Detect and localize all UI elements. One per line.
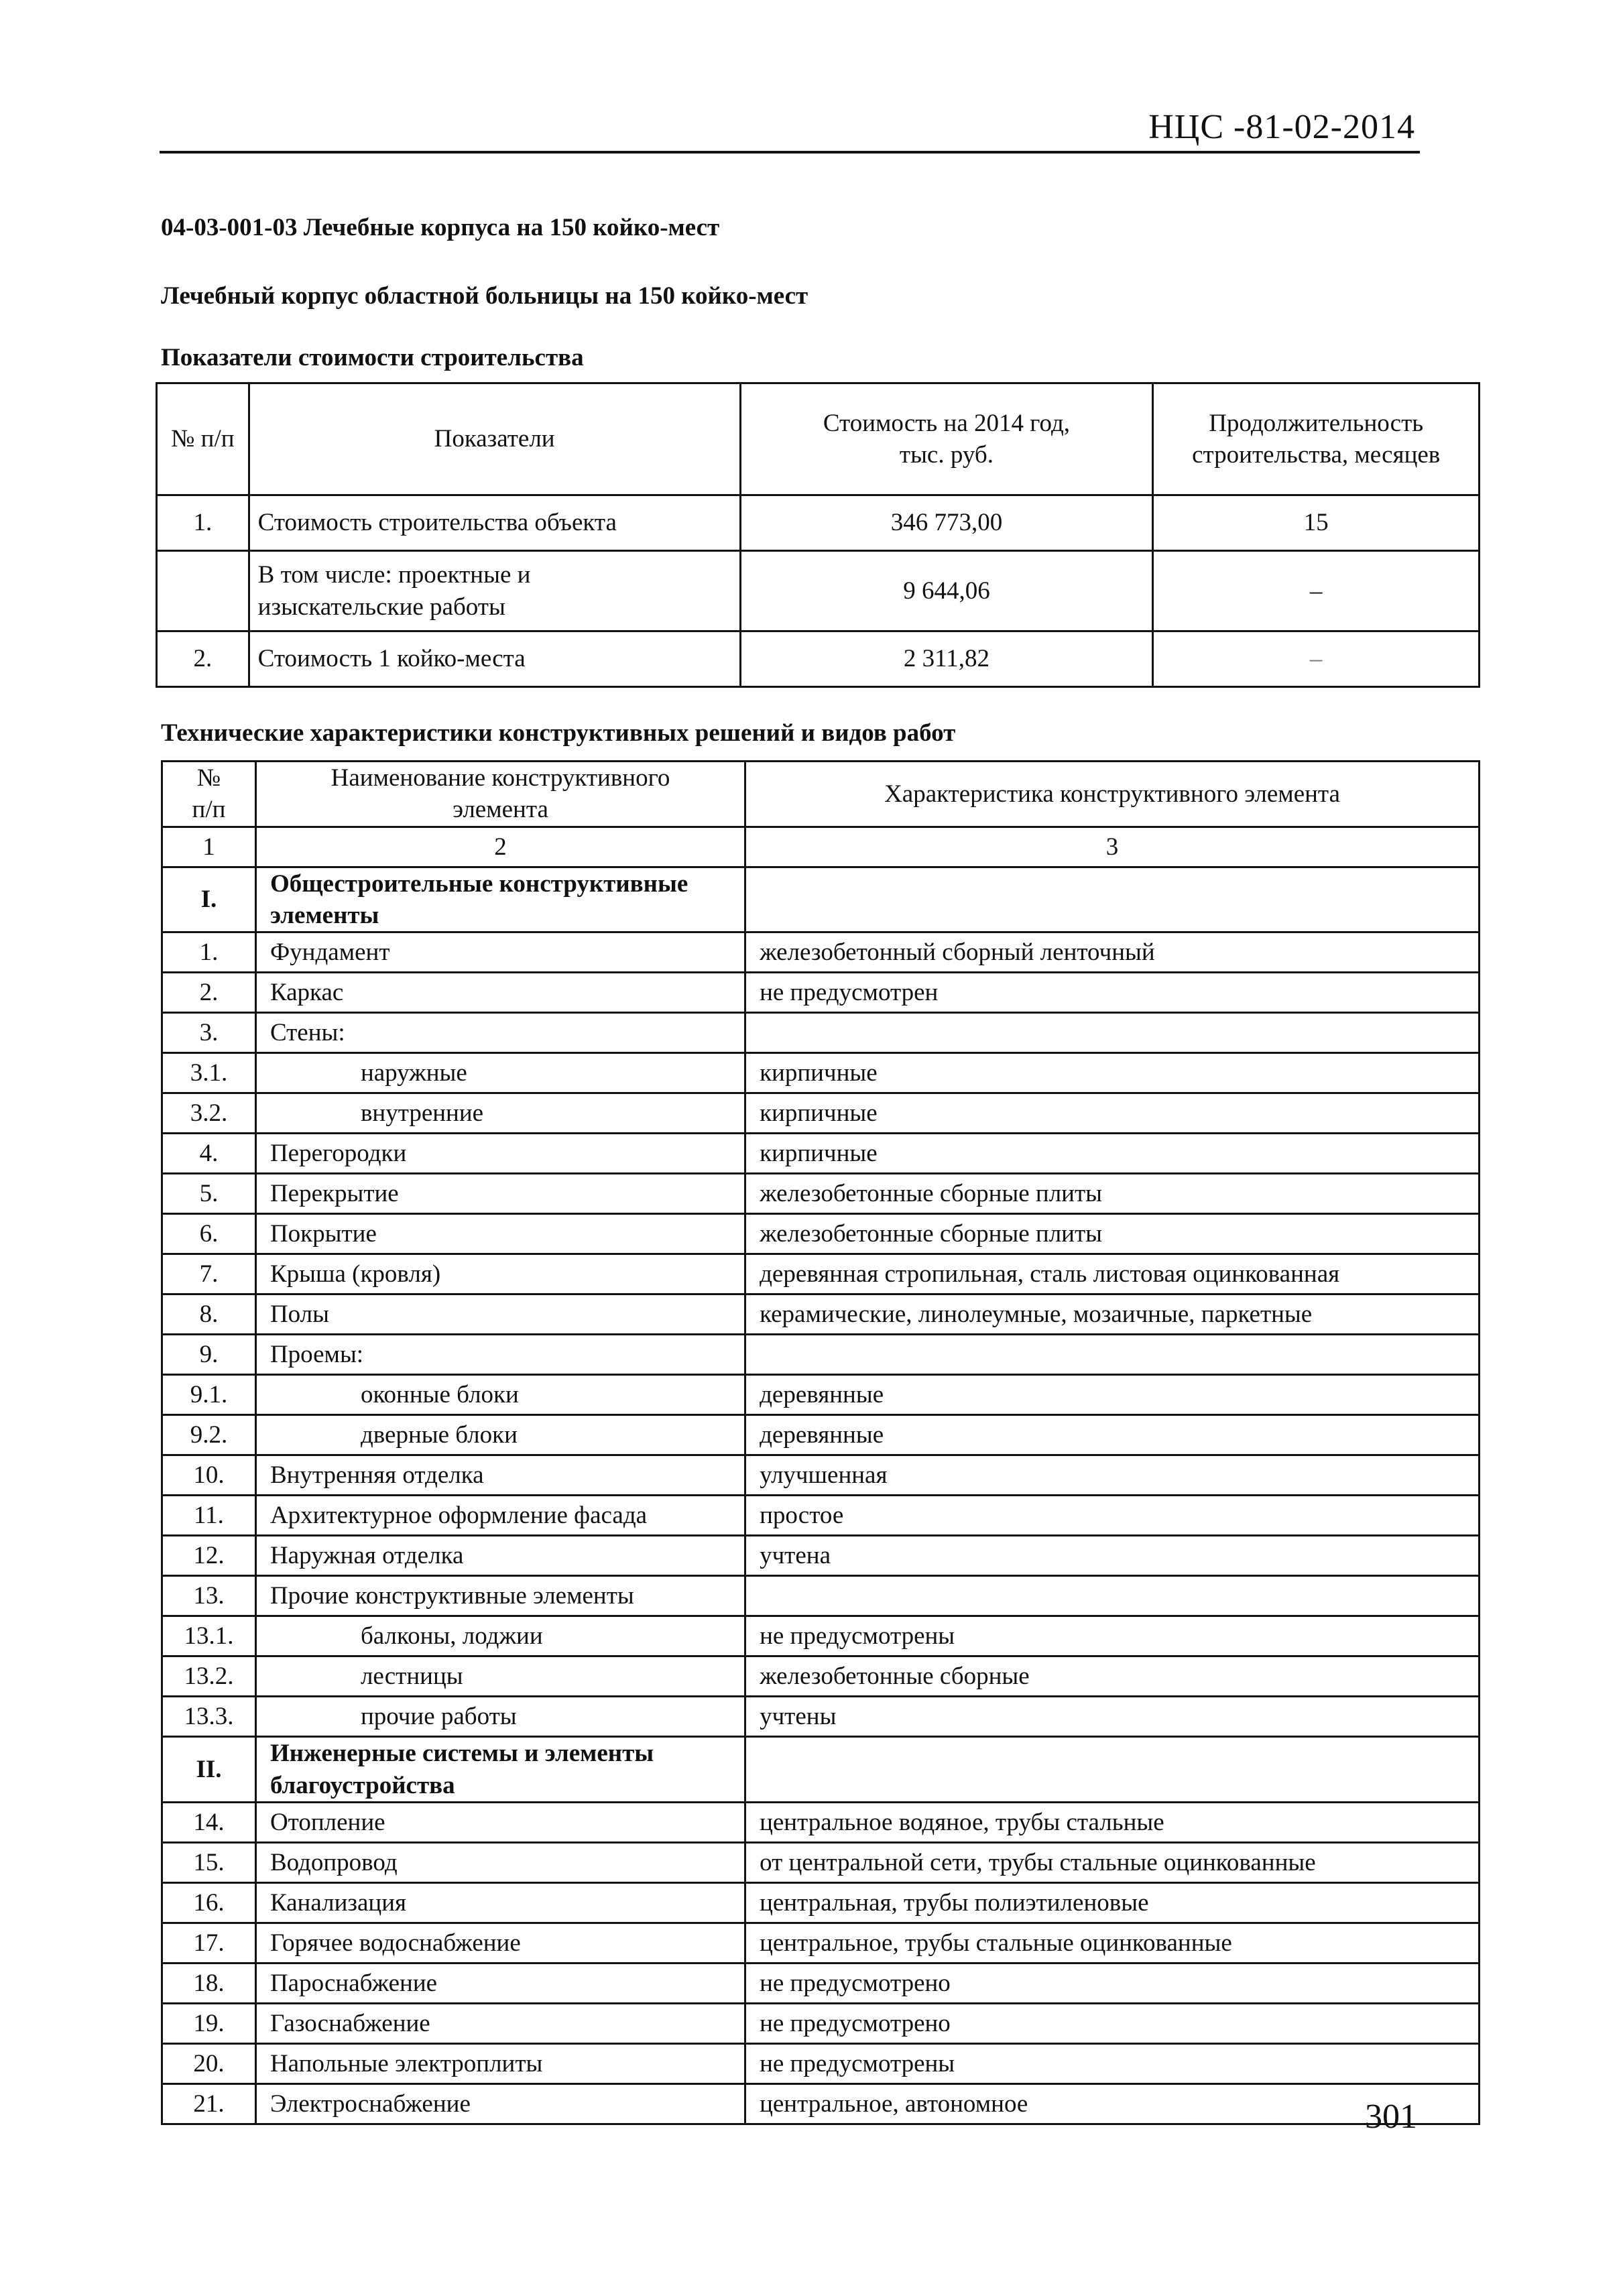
tech-row-num: 20. <box>162 2044 256 2084</box>
tech-row-num: 9. <box>162 1335 256 1375</box>
tech-row-name: Внутренняя отделка <box>255 1455 745 1496</box>
tech-section-title: Технические характеристики конструктивных решений и видов работ <box>161 719 956 747</box>
tech-table-row <box>162 1093 1480 1134</box>
tech-row-num: 4. <box>162 1134 256 1174</box>
tech-row-name: Крыша (кровля) <box>255 1254 745 1294</box>
tech-row-num: 6. <box>162 1214 256 1254</box>
tech-table-row <box>162 1883 1480 1923</box>
tech-row-name: наружные <box>255 1053 745 1093</box>
section-title: 04-03-001-03 Лечебные корпуса на 150 койко-мест <box>161 214 720 241</box>
tech-row-name: Общестроительные конструктивные элементы <box>255 867 745 932</box>
tech-table-row <box>162 1843 1480 1883</box>
cost-header-num: № п/п <box>157 383 249 495</box>
tech-table-header-row <box>162 762 1480 827</box>
tech-row-value: учтены <box>745 1697 1480 1737</box>
tech-row-num: 3. <box>162 1013 256 1053</box>
tech-table-row <box>162 1656 1480 1697</box>
tech-row-value: центральное, трубы стальные оцинкованные <box>745 1923 1480 1963</box>
tech-row-name: Проемы: <box>255 1335 745 1375</box>
tech-row-name: Перегородки <box>255 1134 745 1174</box>
tech-row-num: 2. <box>162 973 256 1013</box>
cost-table-header-row <box>157 383 1480 495</box>
tech-row-name: Архитектурное оформление фасада <box>255 1496 745 1536</box>
tech-row-value: железобетонные сборные плиты <box>745 1174 1480 1214</box>
cost-table-row <box>157 495 1480 551</box>
tech-row-name: Полы <box>255 1294 745 1335</box>
tech-row-num: 17. <box>162 1923 256 1963</box>
tech-row-name: Отопление <box>255 1803 745 1843</box>
tech-row-name: Горячее водоснабжение <box>255 1923 745 1963</box>
tech-row-value <box>745 1737 1480 1803</box>
tech-row-value: не предусмотрено <box>745 2004 1480 2044</box>
tech-row-value <box>745 867 1480 932</box>
tech-row-value: не предусмотрен <box>745 973 1480 1013</box>
tech-row-name: Каркас <box>255 973 745 1013</box>
cost-header-indicator: Показатели <box>249 383 740 495</box>
tech-row-num: 21. <box>162 2084 256 2124</box>
tech-row-name: Инженерные системы и элементы благоустройства <box>255 1737 745 1803</box>
tech-table-row <box>162 1134 1480 1174</box>
cost-row-cost: 9 644,06 <box>740 551 1153 631</box>
tech-row-value: кирпичные <box>745 1134 1480 1174</box>
tech-header-num: № п/п <box>162 762 256 827</box>
tech-row-name: Газоснабжение <box>255 2004 745 2044</box>
cost-row-name: Стоимость строительства объекта <box>249 495 740 551</box>
cost-section-title: Показатели стоимости строительства <box>161 344 584 371</box>
cost-header-duration: Продолжительность строительства, месяцев <box>1153 383 1480 495</box>
tech-colnum-1: 1 <box>162 827 256 867</box>
tech-row-value: деревянные <box>745 1415 1480 1455</box>
cost-table <box>156 382 1480 688</box>
cost-row-name: Стоимость 1 койко-места <box>249 631 740 687</box>
tech-row-name: оконные блоки <box>255 1375 745 1415</box>
tech-colnum-2: 2 <box>255 827 745 867</box>
tech-row-num: 3.2. <box>162 1093 256 1134</box>
tech-row-num: 10. <box>162 1455 256 1496</box>
tech-row-num: 13. <box>162 1576 256 1616</box>
tech-table-column-numbers <box>162 827 1480 867</box>
tech-row-num: 8. <box>162 1294 256 1335</box>
tech-table-section-row <box>162 867 1480 932</box>
tech-row-name: Покрытие <box>255 1214 745 1254</box>
tech-row-value <box>745 1013 1480 1053</box>
tech-table-row <box>162 1174 1480 1214</box>
cost-row-duration: – <box>1153 551 1480 631</box>
tech-row-name: прочие работы <box>255 1697 745 1737</box>
tech-row-name: Наружная отделка <box>255 1536 745 1576</box>
tech-table-row <box>162 1803 1480 1843</box>
tech-row-name: лестницы <box>255 1656 745 1697</box>
tech-table-row <box>162 1576 1480 1616</box>
tech-table-row <box>162 1616 1480 1656</box>
tech-row-value <box>745 1576 1480 1616</box>
tech-row-value: центральное водяное, трубы стальные <box>745 1803 1480 1843</box>
tech-row-name: Перекрытие <box>255 1174 745 1214</box>
tech-table-row <box>162 2084 1480 2124</box>
tech-row-num: 15. <box>162 1843 256 1883</box>
tech-row-num: 5. <box>162 1174 256 1214</box>
tech-header-name: Наименование конструктивного элемента <box>255 762 745 827</box>
tech-table-row <box>162 1254 1480 1294</box>
tech-row-value: керамические, линолеумные, мозаичные, паркетные <box>745 1294 1480 1335</box>
tech-row-num: 14. <box>162 1803 256 1843</box>
tech-table-row <box>162 1415 1480 1455</box>
tech-row-name: Водопровод <box>255 1843 745 1883</box>
tech-table-row <box>162 932 1480 973</box>
tech-table-row <box>162 1013 1480 1053</box>
tech-row-value: кирпичные <box>745 1093 1480 1134</box>
tech-table-row <box>162 1214 1480 1254</box>
tech-row-name: балконы, лоджии <box>255 1616 745 1656</box>
cost-row-cost: 346 773,00 <box>740 495 1153 551</box>
tech-row-value: центральное, автономное <box>745 2084 1480 2124</box>
tech-table-row <box>162 1294 1480 1335</box>
cost-row-cost: 2 311,82 <box>740 631 1153 687</box>
tech-row-value: учтена <box>745 1536 1480 1576</box>
tech-row-name: Пароснабжение <box>255 1963 745 2004</box>
tech-table-row <box>162 1496 1480 1536</box>
tech-row-value: не предусмотрены <box>745 1616 1480 1656</box>
tech-row-num: 16. <box>162 1883 256 1923</box>
tech-table-row <box>162 1697 1480 1737</box>
tech-header-value: Характеристика конструктивного элемента <box>745 762 1480 827</box>
tech-row-value: деревянная стропильная, сталь листовая оцинкованная <box>745 1254 1480 1294</box>
tech-row-num: 12. <box>162 1536 256 1576</box>
tech-table-row <box>162 1923 1480 1963</box>
cost-table-row <box>157 551 1480 631</box>
tech-row-num: 9.2. <box>162 1415 256 1455</box>
cost-table-row <box>157 631 1480 687</box>
tech-table <box>161 760 1480 2125</box>
cost-row-duration: – <box>1153 631 1480 687</box>
tech-row-value: кирпичные <box>745 1053 1480 1093</box>
tech-row-num: 18. <box>162 1963 256 2004</box>
page-number: 301 <box>1365 2098 1417 2136</box>
tech-row-num: 11. <box>162 1496 256 1536</box>
tech-row-name: Прочие конструктивные элементы <box>255 1576 745 1616</box>
tech-colnum-3: 3 <box>745 827 1480 867</box>
tech-row-num: 13.2. <box>162 1656 256 1697</box>
tech-table-row <box>162 973 1480 1013</box>
tech-row-value: железобетонные сборные <box>745 1656 1480 1697</box>
tech-table-row <box>162 2004 1480 2044</box>
object-title: Лечебный корпус областной больницы на 150 койко-мест <box>161 282 808 310</box>
tech-row-name: Стены: <box>255 1013 745 1053</box>
tech-table-row <box>162 2044 1480 2084</box>
tech-row-value: железобетонный сборный ленточный <box>745 932 1480 973</box>
tech-row-num: 13.3. <box>162 1697 256 1737</box>
cost-header-cost: Стоимость на 2014 год, тыс. руб. <box>740 383 1153 495</box>
tech-row-value: не предусмотрены <box>745 2044 1480 2084</box>
tech-row-num: 1. <box>162 932 256 973</box>
tech-row-num: 3.1. <box>162 1053 256 1093</box>
tech-row-value: не предусмотрено <box>745 1963 1480 2004</box>
tech-row-name: Фундамент <box>255 932 745 973</box>
document-code: НЦС -81-02-2014 <box>1148 108 1415 146</box>
tech-table-row <box>162 1375 1480 1415</box>
tech-row-value: центральная, трубы полиэтиленовые <box>745 1883 1480 1923</box>
tech-row-name: Напольные электроплиты <box>255 2044 745 2084</box>
tech-row-value: железобетонные сборные плиты <box>745 1214 1480 1254</box>
tech-row-name: внутренние <box>255 1093 745 1134</box>
tech-table-row <box>162 1053 1480 1093</box>
tech-table-section-row <box>162 1737 1480 1803</box>
tech-row-name: Канализация <box>255 1883 745 1923</box>
tech-table-row <box>162 1963 1480 2004</box>
cost-row-num <box>157 551 249 631</box>
tech-row-num: II. <box>162 1737 256 1803</box>
tech-row-num: 7. <box>162 1254 256 1294</box>
tech-row-value: деревянные <box>745 1375 1480 1415</box>
tech-row-num: I. <box>162 867 256 932</box>
cost-row-num: 1. <box>157 495 249 551</box>
tech-table-row <box>162 1335 1480 1375</box>
header-rule <box>160 151 1420 154</box>
tech-row-num: 9.1. <box>162 1375 256 1415</box>
tech-row-value: простое <box>745 1496 1480 1536</box>
tech-row-name: дверные блоки <box>255 1415 745 1455</box>
tech-table-row <box>162 1455 1480 1496</box>
tech-row-name: Электроснабжение <box>255 2084 745 2124</box>
cost-row-duration: 15 <box>1153 495 1480 551</box>
tech-row-value <box>745 1335 1480 1375</box>
cost-row-name: В том числе: проектные и изыскательские работы <box>249 551 740 631</box>
tech-row-num: 13.1. <box>162 1616 256 1656</box>
tech-row-value: от центральной сети, трубы стальные оцинкованные <box>745 1843 1480 1883</box>
tech-row-num: 19. <box>162 2004 256 2044</box>
tech-row-value: улучшенная <box>745 1455 1480 1496</box>
tech-table-row <box>162 1536 1480 1576</box>
cost-row-num: 2. <box>157 631 249 687</box>
